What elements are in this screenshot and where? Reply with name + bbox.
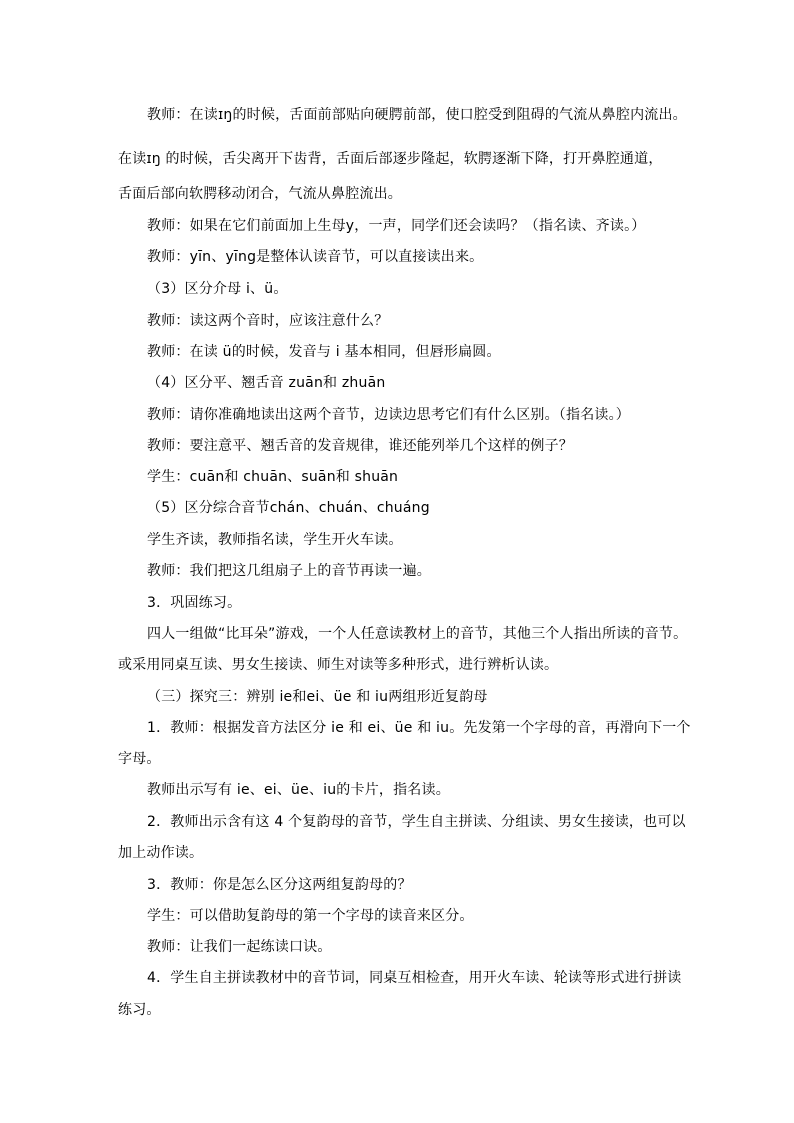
paragraph-line: 教师：我们把这几组扇子上的音节再读一遍。	[147, 563, 431, 579]
paragraph-line: 2．教师出示含有这 4 个复韵母的音节，学生自主拼读、分组读、男女生接读，也可以	[147, 814, 686, 830]
paragraph-line: 学生齐读，教师指名读，学生开火车读。	[147, 532, 403, 548]
paragraph-line: 舌面后部向软腭移动闭合，气流从鼻腔流出。	[118, 186, 402, 202]
section-heading: （5）区分综合音节chán、chuán、chuáng	[147, 500, 430, 516]
section-heading: （4）区分平、翘舌音 zuān和 zhuān	[147, 375, 386, 391]
section-heading: （3）区分介母 i、ü。	[147, 281, 288, 297]
paragraph-line: 4．学生自主拼读教材中的音节词，同桌互相检查，用开火车读、轮读等形式进行拼读	[147, 970, 682, 986]
paragraph-line: 教师：请你准确地读出这两个音节，边读边思考它们有什么区别。（指名读。）	[147, 407, 630, 423]
section-heading: 3．巩固练习。	[147, 595, 242, 611]
paragraph-line: 加上动作读。	[118, 845, 204, 861]
paragraph-line: 教师：如果在它们前面加上生母y，一声，同学们还会读吗？（指名读、齐读。）	[147, 218, 646, 234]
paragraph-line: 字母。	[118, 751, 161, 767]
paragraph-line: 或采用同桌互读、男女生接读、师生对读等多种形式，进行辨析认读。	[118, 657, 559, 673]
paragraph-line: 教师：在读 ü的时候，发音与 i 基本相同，但唇形扁圆。	[147, 344, 501, 360]
paragraph-line: 教师：yīn、yīng是整体认读音节，可以直接读出来。	[147, 249, 484, 265]
paragraph-line: 学生：可以借助复韵母的第一个字母的读音来区分。	[147, 908, 474, 924]
paragraph-line: 3．教师：你是怎么区分这两组复韵母的？	[147, 877, 412, 893]
paragraph-line: 在读ɪŋ 的时候，舌尖离开下齿背，舌面后部逐步隆起，软腭逐渐下降，打开鼻腔通道，	[118, 151, 663, 167]
section-heading: （三）探究三：辨别 ie和ei、üe 和 iu两组形近复韵母	[147, 689, 488, 705]
paragraph-line: 教师出示写有 ie、ei、üe、iu的卡片，指名读。	[147, 782, 450, 798]
paragraph-line: 四人一组做“比耳朵”游戏，一个人任意读教材上的音节，其他三个人指出所读的音节。	[147, 626, 688, 642]
paragraph-line: 教师：要注意平、翘舌音的发音规律，谁还能列举几个这样的例子？	[147, 438, 573, 454]
paragraph-line: 教师：读这两个音时，应该注意什么？	[147, 313, 389, 329]
paragraph-line: 教师：在读ɪŋ的时候，舌面前部贴向硬腭前部，使口腔受到阻碍的气流从鼻腔内流出。	[147, 107, 687, 123]
paragraph-line: 教师：让我们一起练读口诀。	[147, 939, 332, 955]
paragraph-line: 练习。	[118, 1002, 161, 1018]
paragraph-line: 1．教师：根据发音方法区分 ie 和 ei、üe 和 iu。先发第一个字母的音，再滑向下一个	[147, 720, 691, 736]
paragraph-line: 学生：cuān和 chuān、suān和 shuān	[147, 469, 399, 485]
